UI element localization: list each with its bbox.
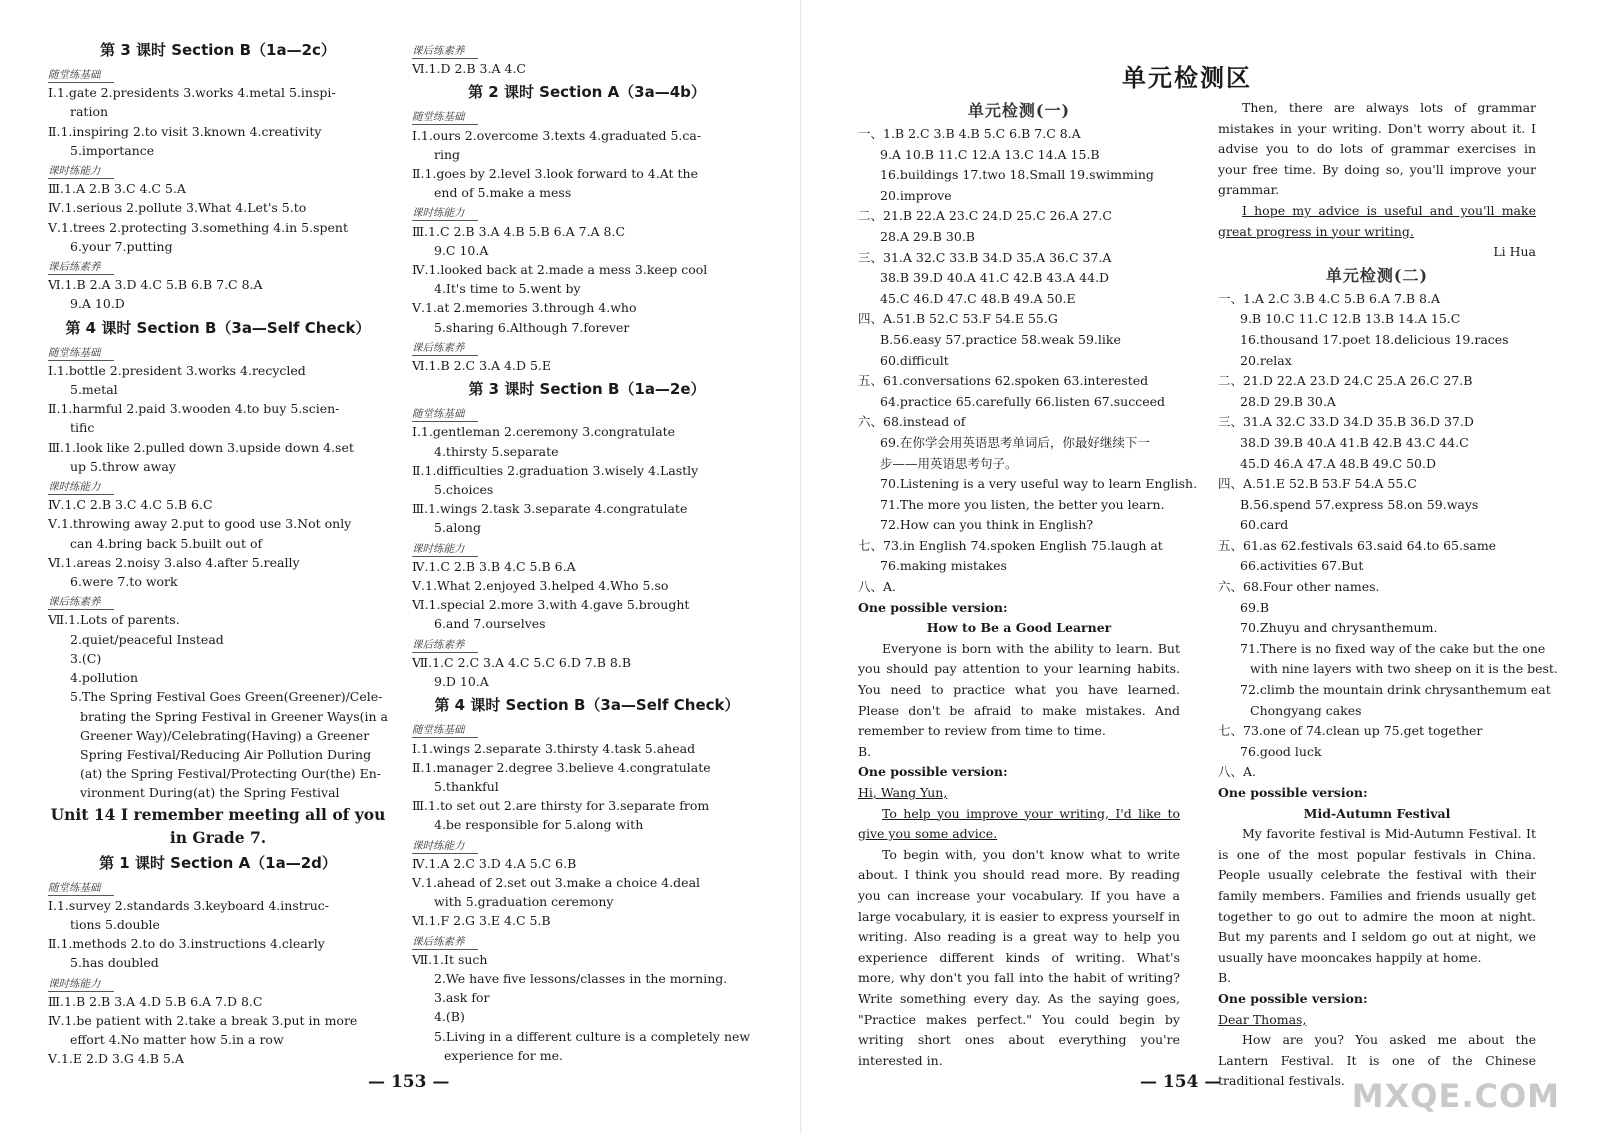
answer-line: Ⅱ.1.inspiring 2.to visit 3.known 4.creativity bbox=[48, 123, 322, 139]
section-tag: 课后练素养 bbox=[412, 341, 478, 356]
answer-line-indent: 6.and 7.ourselves bbox=[434, 616, 546, 632]
answer-line-indent: 9.D 10.A bbox=[434, 674, 489, 690]
unit-test-title: 单元检测区 bbox=[1122, 64, 1252, 92]
lesson-heading: 第 4 课时 Section B（3a—Self Check） bbox=[434, 696, 740, 715]
answer-line-indent: 38.D 39.B 40.A 41.B 42.B 43.C 44.C bbox=[1240, 434, 1469, 450]
answer-line-indent: 5.choices bbox=[434, 482, 494, 498]
answer-line-indent: 5.has doubled bbox=[70, 955, 159, 971]
section-tag-row bbox=[412, 403, 762, 422]
answer-line-hanging: Spring Festival/Reducing Air Pollution During bbox=[80, 746, 372, 762]
section-tag-row bbox=[412, 40, 762, 59]
answer-line-indent: 71.The more you listen, the better you learn. bbox=[880, 496, 1165, 512]
answer-line: 二、21.D 22.A 23.D 24.C 25.A 26.C 27.B bbox=[1218, 373, 1473, 389]
section-tag: 随堂练基础 bbox=[412, 110, 478, 125]
answer-column-2 bbox=[412, 40, 762, 1065]
answer-line-indent: effort 4.No matter how 5.in a row bbox=[70, 1032, 284, 1048]
answer-line-hanging: (at) the Spring Festival/Protecting Our(the) En- bbox=[80, 766, 382, 782]
answer-line: Ⅲ.1.to set out 2.are thirsty for 3.separate from bbox=[412, 798, 710, 814]
test-subtitle: 单元检测(一) bbox=[967, 101, 1071, 120]
answer-line-indent: 5.along bbox=[434, 520, 481, 536]
answer-line: Ⅱ.1.manager 2.degree 3.believe 4.congratulate bbox=[412, 759, 711, 775]
answer-line: Ⅳ.1.A 2.C 3.D 4.A 5.C 6.B bbox=[412, 855, 577, 871]
section-tag: 课时练能力 bbox=[412, 542, 478, 557]
essay-title: How to Be a Good Learner bbox=[926, 620, 1112, 636]
answer-line-indent: 4.It's time to 5.went by bbox=[434, 281, 581, 297]
answer-line: Ⅲ.1.wings 2.task 3.separate 4.congratulate bbox=[412, 501, 688, 517]
answer-column-4 bbox=[1218, 98, 1558, 1092]
answer-line-indent: 3.(C) bbox=[70, 650, 102, 666]
answer-line-indent: end of 5.make a mess bbox=[434, 185, 572, 201]
answer-line-indent: 4.(B) bbox=[434, 1009, 465, 1025]
section-tag-row bbox=[412, 835, 762, 854]
answer-line-indent: B.56.easy 57.practice 58.weak 59.like bbox=[880, 331, 1121, 347]
version-label: One possible version: bbox=[858, 764, 1008, 780]
answer-line: Ⅴ.1.trees 2.protecting 3.something 4.in 5.spent bbox=[48, 219, 348, 235]
answer-line: Ⅴ.1.What 2.enjoyed 3.helped 4.Who 5.so bbox=[412, 578, 669, 594]
section-tag-row bbox=[48, 342, 388, 361]
section-tag-row bbox=[48, 591, 388, 610]
answer-line: Ⅴ.1.throwing away 2.put to good use 3.Not only bbox=[48, 516, 352, 532]
essay-paragraph: To begin with, you don't know what to write about. I think you should read more. By reading you can increase your vocabulary. If you have a large vocabulary, it is easier to express yourself in writing. Also reading is a great way to help you experience different kinds of writing. What's more, why don't you fall into the habit of writing? Write something every day. As the saying goes, "Practice makes perfect." You could begin by writing short ones about everything you're interested in. bbox=[858, 846, 1180, 1068]
section-tag-row bbox=[48, 256, 388, 275]
answer-line: Ⅵ.1.B 2.C 3.A 4.D 5.E bbox=[412, 358, 551, 374]
essay-paragraph-underlined: I hope my advice is useful and you'll make great progress in your writing. bbox=[1218, 202, 1536, 239]
section-tag-row bbox=[412, 931, 762, 950]
essay-paragraph: Everyone is born with the ability to learn. But you should pay attention to your learning habits. You need to practice what you have learned. Please don't be afraid to make mistakes. And remember to review from time to time. bbox=[858, 640, 1180, 739]
answer-line-hanging: brating the Spring Festival in Greener Ways(in a bbox=[80, 708, 389, 724]
answer-line: 五、61.as 62.festivals 63.said 64.to 65.same bbox=[1218, 537, 1497, 553]
answer-line: Ⅲ.1.C 2.B 3.A 4.B 5.B 6.A 7.A 8.C bbox=[412, 223, 626, 239]
answer-line-indent: 9.A 10.D bbox=[70, 296, 125, 312]
answer-line-indent: 4.thirsty 5.separate bbox=[434, 443, 559, 459]
answer-line: 四、A.51.B 52.C 53.F 54.E 55.G bbox=[858, 311, 1058, 327]
section-tag: 课时练能力 bbox=[48, 480, 114, 495]
answer-line: Ⅵ.1.B 2.A 3.D 4.C 5.B 6.B 7.C 8.A bbox=[48, 277, 263, 293]
answer-column-3 bbox=[858, 98, 1198, 1071]
answer-line-indent: tific bbox=[70, 420, 95, 436]
answer-line-indent: 69.在你学会用英语思考单词后，你最好继续下一 bbox=[880, 434, 1150, 450]
answer-line-indent: 6.were 7.to work bbox=[70, 574, 178, 590]
essay-title: Mid-Autumn Festival bbox=[1303, 805, 1451, 821]
unit-heading: in Grade 7. bbox=[169, 827, 267, 847]
essay-paragraph-underlined: To help you improve your writing, I'd like to give you some advice. bbox=[858, 805, 1180, 842]
answer-line-indent: 4.be responsible for 5.along with bbox=[434, 817, 644, 833]
answer-line: 五、61.conversations 62.spoken 63.interested bbox=[858, 373, 1149, 389]
answer-line-indent: 45.C 46.D 47.C 48.B 49.A 50.E bbox=[880, 290, 1076, 306]
version-label: One possible version: bbox=[1218, 785, 1368, 800]
answer-line: 八、A. bbox=[1218, 764, 1257, 780]
lesson-heading: 第 1 课时 Section A（1a—2d） bbox=[99, 853, 337, 872]
answer-line-indent: 步——用英语思考句子。 bbox=[880, 455, 1018, 471]
letter-salutation: Dear Thomas, bbox=[1218, 1011, 1307, 1027]
answer-line-indent: ration bbox=[70, 104, 109, 120]
answer-line: B. bbox=[1218, 970, 1232, 986]
answer-line: Ⅳ.1.looked back at 2.made a mess 3.keep cool bbox=[412, 262, 708, 278]
section-tag: 课后练素养 bbox=[48, 260, 114, 275]
answer-line: Ⅲ.1.look like 2.pulled down 3.upside down 4.set bbox=[48, 439, 354, 455]
lesson-heading: 第 2 课时 Section A（3a—4b） bbox=[468, 83, 706, 102]
answer-line: Ⅴ.1.at 2.memories 3.through 4.who bbox=[412, 300, 637, 316]
section-tag-row bbox=[412, 634, 762, 653]
answer-line: Ⅶ.1.It such bbox=[412, 951, 488, 967]
section-tag: 随堂练基础 bbox=[412, 723, 478, 738]
section-tag-row bbox=[412, 106, 762, 125]
answer-line-indent: 70.Listening is a very useful way to learn English. bbox=[880, 476, 1198, 492]
answer-line: Ⅰ.1.bottle 2.president 3.works 4.recycled bbox=[48, 362, 306, 378]
answer-line: 七、73.one of 74.clean up 75.get together bbox=[1218, 723, 1483, 739]
answer-line: 三、31.A 32.C 33.D 34.D 35.B 36.D 37.D bbox=[1218, 414, 1474, 430]
answer-line-indent: 16.thousand 17.poet 18.delicious 19.races bbox=[1240, 331, 1509, 347]
lesson-heading: 第 3 课时 Section B（1a—2e） bbox=[468, 380, 706, 399]
section-tag: 课时练能力 bbox=[48, 164, 114, 179]
section-tag-row bbox=[48, 973, 388, 992]
answer-line-indent: 9.B 10.C 11.C 12.B 13.B 14.A 15.C bbox=[1240, 311, 1461, 327]
answer-line: 七、73.in English 74.spoken English 75.laugh at bbox=[858, 537, 1163, 553]
answer-line: 八、A. bbox=[858, 579, 897, 595]
answer-line: B. bbox=[858, 743, 872, 759]
section-tag-row bbox=[412, 202, 762, 221]
answer-line-indent: 5.importance bbox=[70, 142, 155, 158]
section-tag-row bbox=[48, 160, 388, 179]
answer-line-indent: 72.How can you think in English? bbox=[880, 517, 1094, 533]
answer-line-indent: 28.D 29.B 30.A bbox=[1240, 393, 1336, 409]
answer-line-hanging: vironment During(at) the Spring Festival bbox=[80, 785, 340, 801]
answer-line: Ⅱ.1.goes by 2.level 3.look forward to 4.At the bbox=[412, 166, 698, 182]
section-tag: 课后练素养 bbox=[412, 44, 478, 59]
answer-line-indent: 4.pollution bbox=[70, 670, 139, 686]
answer-line-indent: 71.There is no fixed way of the cake but the one bbox=[1240, 640, 1546, 656]
answer-line: 四、A.51.E 52.B 53.F 54.A 55.C bbox=[1218, 476, 1417, 492]
answer-line-indent: 60.difficult bbox=[880, 352, 949, 368]
answer-line-indent: 76.making mistakes bbox=[880, 558, 1007, 574]
answer-line: 一、1.A 2.C 3.B 4.C 5.B 6.A 7.B 8.A bbox=[1218, 290, 1440, 306]
answer-column-1 bbox=[48, 36, 388, 1069]
answer-line-indent: up 5.throw away bbox=[70, 458, 176, 474]
answer-line-indent: 45.D 46.A 47.A 48.B 49.C 50.D bbox=[1240, 455, 1436, 471]
answer-line-indent: 60.card bbox=[1240, 517, 1289, 533]
answer-line: Ⅰ.1.ours 2.overcome 3.texts 4.graduated 5.ca- bbox=[412, 127, 702, 143]
answer-line: Ⅴ.1.E 2.D 3.G 4.B 5.A bbox=[48, 1051, 184, 1067]
answer-line-indent: 69.B bbox=[1240, 599, 1270, 615]
answer-line: Ⅳ.1.C 2.B 3.C 4.C 5.B 6.C bbox=[48, 497, 213, 513]
answer-line-indent: 20.relax bbox=[1240, 352, 1292, 368]
answer-line: Ⅱ.1.methods 2.to do 3.instructions 4.clearly bbox=[48, 936, 325, 952]
answer-line-hanging: with nine layers with two sheep on it is the best. bbox=[1250, 661, 1558, 677]
answer-line-hanging: Chongyang cakes bbox=[1250, 702, 1362, 718]
letter-salutation: Hi, Wang Yun, bbox=[858, 785, 948, 800]
answer-line-indent: 5.Living in a different culture is a completely new bbox=[434, 1028, 751, 1044]
answer-line: Ⅶ.1.C 2.C 3.A 4.C 5.C 6.D 7.B 8.B bbox=[412, 654, 632, 670]
answer-line-indent: 9.A 10.B 11.C 12.A 13.C 14.A 15.B bbox=[880, 146, 1100, 162]
section-tag: 随堂练基础 bbox=[48, 346, 114, 361]
essay-paragraph: How are you? You asked me about the Lantern Festival. It is one of the Chinese traditional festivals. bbox=[1218, 1032, 1536, 1089]
unit-heading: Unit 14 I remember meeting all of you bbox=[50, 804, 386, 824]
answer-line: Ⅰ.1.gentleman 2.ceremony 3.congratulate bbox=[412, 424, 676, 440]
answer-line: Ⅲ.1.B 2.B 3.A 4.D 5.B 6.A 7.D 8.C bbox=[48, 993, 263, 1009]
answer-line-indent: 2.quiet/peaceful Instead bbox=[70, 631, 224, 647]
answer-line: Ⅵ.1.special 2.more 3.with 4.gave 5.brought bbox=[412, 597, 690, 613]
section-tag: 课后练素养 bbox=[412, 935, 478, 950]
answer-line-indent: 66.activities 67.But bbox=[1240, 558, 1364, 574]
answer-line-indent: 2.We have five lessons/classes in the morning. bbox=[434, 970, 728, 986]
section-tag-row bbox=[48, 476, 388, 495]
answer-line-indent: 20.improve bbox=[880, 187, 952, 203]
section-tag: 课时练能力 bbox=[412, 839, 478, 854]
answer-line: Ⅵ.1.F 2.G 3.E 4.C 5.B bbox=[412, 913, 551, 929]
page-gutter bbox=[800, 0, 802, 1133]
answer-line-hanging: experience for me. bbox=[444, 1047, 563, 1063]
section-tag-row bbox=[48, 877, 388, 896]
section-tag-row bbox=[412, 719, 762, 738]
answer-line: Ⅱ.1.difficulties 2.graduation 3.wisely 4.Lastly bbox=[412, 462, 699, 478]
answer-line-indent: 9.C 10.A bbox=[434, 242, 489, 258]
answer-line-indent: 38.B 39.D 40.A 41.C 42.B 43.A 44.D bbox=[880, 270, 1110, 286]
lesson-heading: 第 4 课时 Section B（3a—Self Check） bbox=[65, 318, 371, 337]
section-tag: 课后练素养 bbox=[412, 638, 478, 653]
lesson-heading: 第 3 课时 Section B（1a—2c） bbox=[100, 41, 336, 59]
answer-line: Ⅰ.1.gate 2.presidents 3.works 4.metal 5.inspi- bbox=[48, 85, 336, 101]
section-tag: 课时练能力 bbox=[48, 977, 114, 992]
answer-line-indent: 64.practice 65.carefully 66.listen 67.succeed bbox=[880, 393, 1165, 409]
section-tag: 随堂练基础 bbox=[48, 68, 114, 83]
version-label: One possible version: bbox=[1218, 990, 1368, 1006]
answer-line: Ⅳ.1.serious 2.pollute 3.What 4.Let's 5.to bbox=[48, 200, 307, 216]
answer-line: Ⅴ.1.ahead of 2.set out 3.make a choice 4.deal bbox=[412, 874, 701, 890]
answer-line-indent: tions 5.double bbox=[70, 916, 160, 932]
section-tag: 随堂练基础 bbox=[412, 407, 478, 422]
answer-line-indent: 72.climb the mountain drink chrysanthemum eat bbox=[1240, 682, 1551, 698]
page-number-153: — 153 — bbox=[368, 1072, 450, 1092]
answer-line: Ⅳ.1.be patient with 2.take a break 3.put in more bbox=[48, 1012, 358, 1028]
answer-line-indent: 16.buildings 17.two 18.Small 19.swimming bbox=[880, 167, 1154, 183]
answer-line: Ⅲ.1.A 2.B 3.C 4.C 5.A bbox=[48, 181, 186, 197]
section-tag-row bbox=[412, 337, 762, 356]
answer-line-indent: 5.The Spring Festival Goes Green(Greener)/Cele- bbox=[70, 689, 383, 705]
page-number-154: — 154 — bbox=[1140, 1072, 1222, 1092]
answer-line-indent: 5.metal bbox=[70, 382, 118, 398]
essay-paragraph: My favorite festival is Mid-Autumn Festival. It is one of the most popular festivals in China. People usually celebrate the festival with their family members. Families and friends usually get together to go out to admire the moon at night. But my parents and I seldom go out at night, we usually have mooncakes happily at home. bbox=[1218, 826, 1536, 965]
answer-line-indent: 5.sharing 6.Although 7.forever bbox=[434, 319, 630, 335]
section-tag: 随堂练基础 bbox=[48, 881, 114, 896]
answer-line: Ⅰ.1.survey 2.standards 3.keyboard 4.instruc- bbox=[48, 897, 330, 913]
answer-line-indent: with 5.graduation ceremony bbox=[434, 894, 614, 910]
answer-line: Ⅳ.1.C 2.B 3.B 4.C 5.B 6.A bbox=[412, 558, 576, 574]
answer-line-indent: 5.thankful bbox=[434, 778, 499, 794]
answer-line: 六、68.instead of bbox=[858, 414, 966, 430]
answer-line-indent: 70.Zhuyu and chrysanthemum. bbox=[1240, 620, 1438, 636]
answer-line: Ⅵ.1.D 2.B 3.A 4.C bbox=[412, 61, 526, 77]
answer-line: Ⅵ.1.areas 2.noisy 3.also 4.after 5.really bbox=[48, 554, 300, 570]
answer-line-indent: 76.good luck bbox=[1240, 743, 1322, 759]
essay-paragraph: Then, there are always lots of grammar mistakes in your writing. Don't worry about it. I advise you to do lots of grammar exercises in your free time. By doing so, you'll improve your grammar. bbox=[1218, 100, 1536, 198]
answer-line: Ⅱ.1.harmful 2.paid 3.wooden 4.to buy 5.scien- bbox=[48, 401, 340, 417]
watermark: MXQE.COM bbox=[1351, 1077, 1560, 1115]
answer-line-indent: 3.ask for bbox=[434, 990, 490, 1006]
section-tag-row bbox=[412, 538, 762, 557]
answer-line: Ⅰ.1.wings 2.separate 3.thirsty 4.task 5.ahead bbox=[412, 740, 696, 756]
answer-line-indent: 6.your 7.putting bbox=[70, 238, 173, 254]
answer-line-indent: can 4.bring back 5.built out of bbox=[70, 535, 263, 551]
section-tag: 课后练素养 bbox=[48, 595, 114, 610]
answer-line: 一、1.B 2.C 3.B 4.B 5.C 6.B 7.C 8.A bbox=[858, 126, 1081, 141]
answer-line: 二、21.B 22.A 23.C 24.D 25.C 26.A 27.C bbox=[858, 208, 1112, 224]
section-tag-row bbox=[48, 64, 388, 83]
answer-line: 六、68.Four other names. bbox=[1218, 579, 1380, 595]
letter-signature: Li Hua bbox=[1493, 244, 1536, 260]
answer-line-indent: 28.A 29.B 30.B bbox=[880, 228, 975, 244]
section-tag: 课时练能力 bbox=[412, 206, 478, 221]
answer-line: 三、31.A 32.C 33.B 34.D 35.A 36.C 37.A bbox=[858, 249, 1112, 265]
answer-line-indent: ring bbox=[434, 146, 461, 162]
test-subtitle: 单元检测(二) bbox=[1325, 265, 1429, 285]
answer-line: Ⅶ.1.Lots of parents. bbox=[48, 612, 180, 628]
answer-line-indent: B.56.spend 57.express 58.on 59.ways bbox=[1240, 496, 1479, 512]
answer-line-hanging: Greener Way)/Celebrating(Having) a Greener bbox=[80, 727, 370, 743]
version-label: One possible version: bbox=[858, 599, 1008, 615]
